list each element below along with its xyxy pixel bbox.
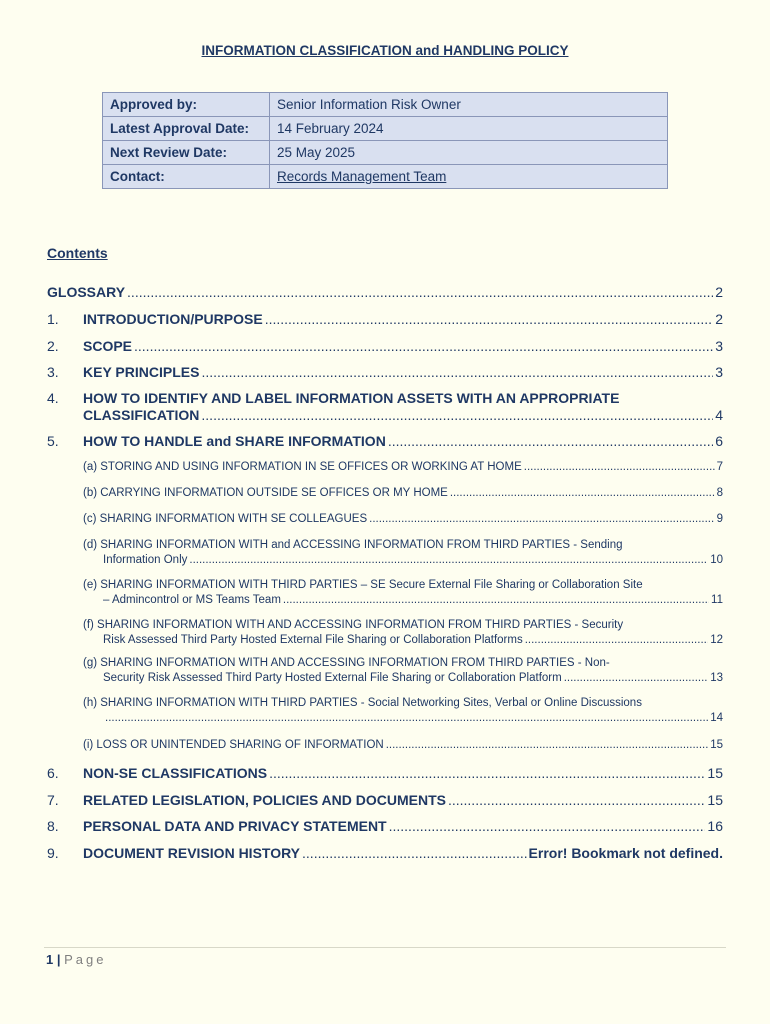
contact-label: Contact: [103, 165, 270, 189]
toc-scope[interactable] [47, 338, 723, 354]
toc-label-continued: Security Risk Assessed Third Party Hosted External File Sharing or Collaboration Platform [103, 672, 562, 684]
page-number: 1 [46, 952, 54, 967]
toc-number: 9. [47, 845, 59, 861]
page-footer [46, 952, 107, 967]
toc-number: 4. [47, 390, 59, 406]
toc-page: 2 [715, 284, 723, 300]
toc-revision-history[interactable] [47, 845, 723, 861]
toc-label: (a) STORING AND USING INFORMATION IN SE OFFICES OR WORKING AT HOME [83, 461, 522, 473]
toc-sub-i[interactable] [47, 739, 723, 751]
toc-related-legislation[interactable] [47, 792, 723, 808]
toc-label-continued: Information Only [103, 554, 188, 566]
toc-label: (c) SHARING INFORMATION WITH SE COLLEAGUES [83, 513, 368, 525]
toc-number: 7. [47, 792, 59, 808]
toc-sub-c[interactable] [47, 513, 723, 525]
toc-label: PERSONAL DATA AND PRIVACY STATEMENT [83, 818, 387, 834]
approved-by-value: Senior Information Risk Owner [270, 93, 668, 117]
toc-label: HOW TO IDENTIFY AND LABEL INFORMATION ASSETS WITH AN APPROPRIATE [83, 390, 620, 406]
toc-page: 3 [715, 338, 723, 354]
toc-handle-share[interactable] [47, 433, 723, 449]
review-date-value: 25 May 2025 [270, 141, 668, 165]
contents-heading: Contents [47, 245, 108, 261]
contact-link[interactable]: Records Management Team [277, 169, 447, 184]
toc-personal-data[interactable] [47, 818, 723, 834]
toc-glossary[interactable] [47, 284, 723, 300]
toc-number: 6. [47, 765, 59, 781]
toc-label: (e) SHARING INFORMATION WITH THIRD PARTIES – SE Secure External File Sharing or Collaboration Site [83, 579, 643, 591]
toc-page: 7 [716, 461, 723, 473]
toc-key-principles[interactable] [47, 364, 723, 380]
toc-label: (b) CARRYING INFORMATION OUTSIDE SE OFFICES OR MY HOME [83, 487, 448, 499]
toc-label-continued: Risk Assessed Third Party Hosted External File Sharing or Collaboration Platforms [103, 634, 523, 646]
toc-label: KEY PRINCIPLES [83, 364, 200, 380]
toc-identify-label[interactable] [47, 390, 723, 423]
toc-number: 1. [47, 311, 59, 327]
review-date-label: Next Review Date: [103, 141, 270, 165]
contact-row [103, 165, 668, 189]
toc-sub-e[interactable] [83, 579, 723, 606]
toc-label: (f) SHARING INFORMATION WITH AND ACCESSING INFORMATION FROM THIRD PARTIES - Security [83, 619, 624, 631]
footer-separator: | [56, 952, 61, 967]
toc-page: 15 [710, 739, 723, 751]
toc-page: 4 [715, 407, 723, 423]
toc-page: 3 [715, 364, 723, 380]
toc-label: GLOSSARY [47, 284, 126, 300]
toc-label: (i) LOSS OR UNINTENDED SHARING OF INFORMATION [83, 739, 384, 751]
document-title: INFORMATION CLASSIFICATION and HANDLING POLICY [201, 43, 569, 58]
approval-table [102, 92, 668, 189]
toc-page: 11 [711, 594, 723, 606]
toc-sub-d[interactable] [83, 539, 723, 566]
toc-page: 15 [707, 792, 723, 808]
toc-sub-a[interactable] [47, 461, 723, 473]
toc-page: 9 [716, 513, 723, 525]
toc-page: 2 [715, 311, 723, 327]
toc-label: NON-SE CLASSIFICATIONS [83, 765, 268, 781]
toc-page: 15 [707, 765, 723, 781]
toc-label: HOW TO HANDLE and SHARE INFORMATION [83, 433, 386, 449]
toc-label-continued: CLASSIFICATION [83, 407, 200, 423]
toc-non-se-classifications[interactable] [47, 765, 723, 781]
toc-introduction[interactable] [47, 311, 723, 327]
toc-label: (h) SHARING INFORMATION WITH THIRD PARTIES - Social Networking Sites, Verbal or Online Discussions [83, 697, 642, 709]
footer-divider [44, 947, 726, 948]
toc-sub-h[interactable] [83, 697, 723, 724]
toc-label: SCOPE [83, 338, 133, 354]
toc-number: 3. [47, 364, 59, 380]
toc-sub-b[interactable] [47, 487, 723, 499]
toc-page: 6 [715, 433, 723, 449]
toc-number: 2. [47, 338, 59, 354]
toc-page: 14 [710, 712, 723, 724]
toc-page: 16 [707, 818, 723, 834]
toc-label-continued: – Admincontrol or MS Teams Team [103, 594, 281, 606]
approval-date-value: 14 February 2024 [270, 117, 668, 141]
toc-number: 8. [47, 818, 59, 834]
toc-label: (g) SHARING INFORMATION WITH AND ACCESSING INFORMATION FROM THIRD PARTIES - Non- [83, 657, 610, 669]
toc-label: INTRODUCTION/PURPOSE [83, 311, 263, 327]
approval-row [103, 93, 668, 117]
toc-page: 13 [710, 672, 723, 684]
contact-cell [270, 165, 668, 189]
toc-sub-g[interactable] [83, 657, 723, 684]
toc-page: 8 [716, 487, 723, 499]
toc-label: RELATED LEGISLATION, POLICIES AND DOCUMENTS [83, 792, 446, 808]
approval-date-row [103, 117, 668, 141]
toc-label: (d) SHARING INFORMATION WITH and ACCESSING INFORMATION FROM THIRD PARTIES - Sending [83, 539, 623, 551]
toc-sub-f[interactable] [83, 619, 723, 646]
review-date-row [103, 141, 668, 165]
toc-label: DOCUMENT REVISION HISTORY [83, 845, 301, 861]
approved-by-label: Approved by: [103, 93, 270, 117]
toc-page: 12 [710, 634, 723, 646]
toc-bookmark-error: Error! Bookmark not defined. [528, 845, 723, 861]
toc-page: 10 [710, 554, 723, 566]
toc-number: 5. [47, 433, 59, 449]
page-word: Page [64, 952, 107, 967]
approval-date-label: Latest Approval Date: [103, 117, 270, 141]
